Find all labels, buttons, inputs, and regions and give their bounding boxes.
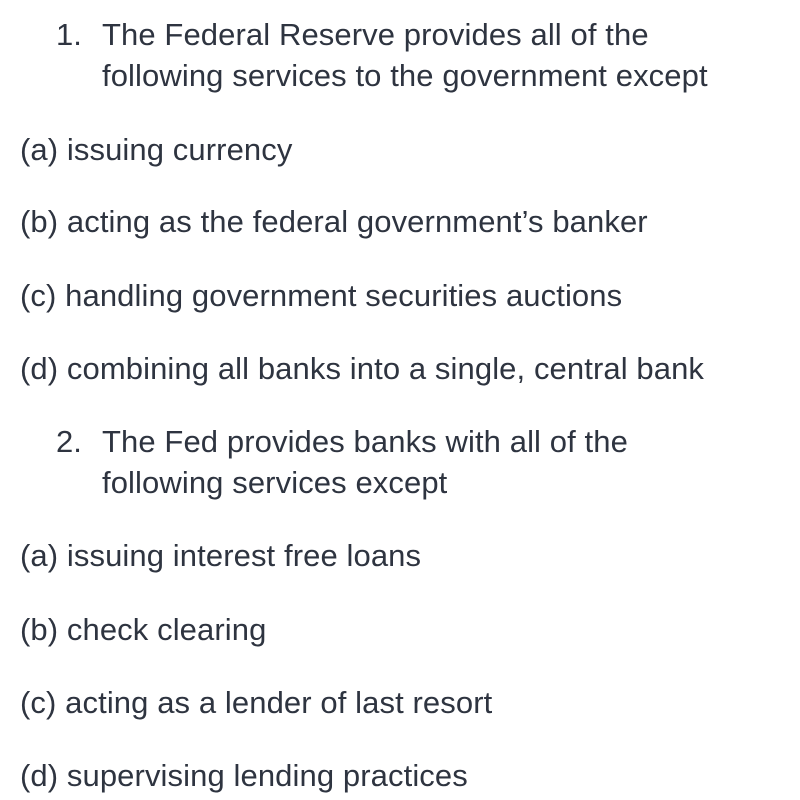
question-stem-line-1: The Federal Reserve provides all of the [102, 17, 649, 52]
answer-option-a: (a) issuing interest free loans [20, 538, 422, 573]
answer-option-d: (d) combining all banks into a single, central bank [20, 351, 705, 386]
answer-option-b: (b) acting as the federal government’s banker [20, 204, 648, 239]
answer-option-c: (c) acting as a lender of last resort [20, 685, 493, 720]
question-number: 1. [56, 17, 82, 52]
answer-option-c: (c) handling government securities auctions [20, 278, 623, 313]
answer-option-a: (a) issuing currency [20, 132, 293, 167]
question-number: 2. [56, 424, 82, 459]
answer-option-b: (b) check clearing [20, 612, 267, 647]
question-stem-line-2: following services except [102, 465, 448, 500]
question-stem-line-1: The Fed provides banks with all of the [102, 424, 628, 459]
answer-option-d: (d) supervising lending practices [20, 758, 468, 793]
question-stem-line-2: following services to the government except [102, 58, 708, 93]
